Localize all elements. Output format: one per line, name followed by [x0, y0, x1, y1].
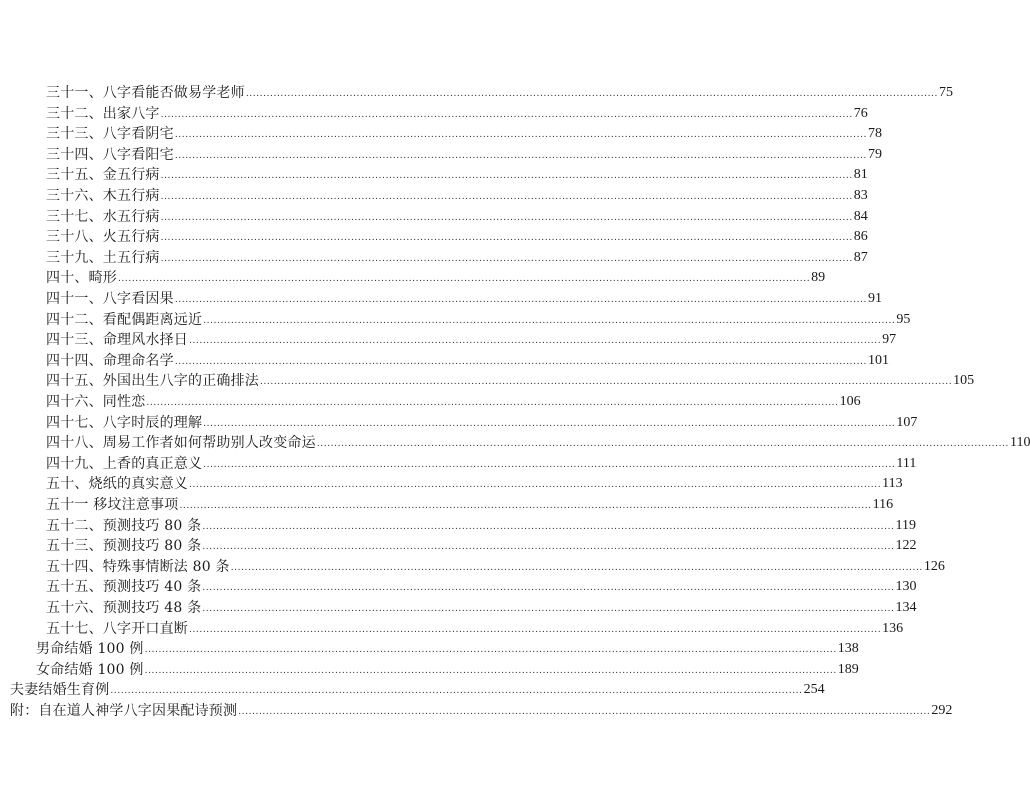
toc-entry-title: 四十九、上香的真正意义 — [46, 455, 203, 472]
toc-entry[interactable] — [46, 410, 918, 431]
toc-dot-leader: ........................................................................................................................................................................................................ — [230, 562, 923, 573]
toc-dot-leader: ........................................................................................................................................................................................................ — [202, 604, 895, 614]
toc-entry-title: 三十四、八字看阳宅 — [46, 146, 174, 163]
toc-dot-leader: ........................................................................................................................................................................................................ — [316, 439, 1009, 450]
toc-dot-leader: ........................................................................................................................................................................................................ — [203, 418, 896, 429]
toc-entry-page-number: 91 — [867, 291, 882, 306]
toc-dot-leader: ........................................................................................................................................................................................................ — [260, 377, 953, 388]
toc-dot-leader: ........................................................................................................................................................................................................ — [144, 665, 837, 676]
toc-entry[interactable] — [46, 389, 861, 410]
toc-entry[interactable] — [46, 121, 882, 143]
toc-entry[interactable] — [46, 101, 868, 122]
toc-entry[interactable] — [46, 451, 917, 472]
toc-dot-leader: ........................................................................................................................................................................................................ — [174, 150, 867, 161]
toc-entry[interactable] — [46, 183, 868, 204]
toc-entry-page-number: 86 — [853, 229, 868, 245]
toc-entry-page-number: 110 — [1009, 435, 1030, 451]
toc-dot-leader: ........................................................................................................................................................................................................ — [203, 459, 896, 470]
toc-dot-leader: ........................................................................................................................................................................................................ — [160, 212, 853, 223]
toc-entry[interactable] — [46, 224, 868, 246]
toc-entry[interactable] — [46, 492, 894, 513]
toc-entry-title: 三十六、木五行病 — [46, 188, 160, 204]
toc-dot-leader: ........................................................................................................................................................................................................ — [189, 480, 882, 491]
toc-dot-leader: ........................................................................................................................................................................................................ — [174, 295, 867, 305]
toc-dot-leader: ........................................................................................................................................................................................................ — [160, 233, 853, 244]
toc-entry[interactable] — [46, 595, 917, 616]
toc-entry-page-number: 84 — [853, 208, 868, 224]
toc-entry[interactable] — [10, 698, 953, 719]
toc-entry-page-number: 78 — [867, 126, 882, 142]
toc-entry-page-number: 101 — [867, 352, 889, 368]
toc-entry-page-number: 95 — [896, 311, 911, 327]
toc-entry-page-number: 134 — [895, 600, 917, 615]
toc-entry-title: 三十三、八字看阴宅 — [46, 126, 174, 143]
toc-dot-leader: ........................................................................................................................................................................................................ — [174, 130, 867, 141]
toc-entry-page-number: 107 — [896, 414, 918, 430]
toc-dot-leader: ........................................................................................................................................................................................................ — [238, 707, 931, 717]
toc-dot-leader: ........................................................................................................................................................................................................ — [160, 171, 853, 182]
toc-entry[interactable] — [46, 533, 917, 555]
toc-entry-page-number: 89 — [811, 270, 826, 286]
toc-entry-title: 三十一、八字看能否做易学老师 — [46, 85, 245, 101]
toc-entry-title: 四十、畸形 — [46, 270, 117, 287]
toc-entry[interactable] — [10, 677, 825, 699]
toc-entry-title: 五十、烧纸的真实意义 — [46, 476, 188, 493]
toc-entry-page-number: 105 — [953, 373, 975, 389]
toc-entry[interactable] — [46, 286, 882, 307]
toc-entry-title: 三十九、土五行病 — [46, 249, 160, 266]
toc-entry-title: 三十七、水五行病 — [46, 208, 160, 225]
toc-entry-page-number: 76 — [853, 105, 868, 121]
toc-entry-page-number: 116 — [872, 497, 894, 512]
toc-dot-leader: ........................................................................................................................................................................................................ — [160, 192, 853, 202]
toc-entry[interactable] — [46, 471, 903, 493]
toc-dot-leader: ........................................................................................................................................................................................................ — [146, 398, 839, 408]
toc-entry-page-number: 189 — [837, 661, 859, 677]
toc-entry[interactable] — [46, 616, 904, 637]
toc-entry-title: 四十七、八字时辰的理解 — [46, 414, 203, 431]
toc-entry-title: 四十四、命理命名学 — [46, 352, 174, 369]
toc-entry-title: 四十三、命理风水择日 — [46, 332, 188, 349]
toc-entry-title: 三十五、金五行病 — [46, 167, 160, 184]
toc-entry-title: 五十五、预测技巧 40 条 — [46, 579, 202, 596]
toc-entry-title: 四十八、周易工作者如何帮助别人改变命运 — [46, 435, 316, 452]
toc-entry-page-number: 83 — [853, 188, 868, 203]
toc-dot-leader: ........................................................................................................................................................................................................ — [189, 336, 882, 347]
toc-entry-title: 三十二、出家八字 — [46, 105, 160, 122]
toc-entry[interactable] — [46, 142, 882, 163]
toc-entry[interactable] — [46, 348, 889, 369]
toc-entry-page-number: 138 — [837, 641, 859, 657]
toc-entry-page-number: 106 — [839, 394, 861, 409]
toc-entry-page-number: 81 — [853, 167, 868, 183]
toc-entry[interactable] — [46, 513, 916, 534]
toc-entry-page-number: 119 — [895, 517, 916, 533]
toc-entry[interactable] — [46, 80, 953, 101]
toc-dot-leader: ........................................................................................................................................................................................................ — [160, 109, 853, 120]
toc-dot-leader: ........................................................................................................................................................................................................ — [144, 645, 837, 656]
toc-entry[interactable] — [46, 430, 1030, 452]
toc-entry-title: 五十六、预测技巧 48 条 — [46, 600, 202, 616]
toc-entry-title: 男命结婚 100 例 — [36, 641, 144, 658]
toc-entry[interactable] — [46, 368, 975, 390]
toc-entry-page-number: 122 — [895, 538, 917, 554]
toc-dot-leader: ........................................................................................................................................................................................................ — [202, 521, 895, 532]
toc-entry-title: 三十八、火五行病 — [46, 229, 160, 246]
toc-entry[interactable] — [46, 162, 868, 184]
toc-entry-page-number: 87 — [853, 249, 868, 265]
toc-entry-title: 五十四、特殊事情断法 80 条 — [46, 558, 230, 575]
toc-entry[interactable] — [46, 574, 917, 596]
toc-dot-leader: ........................................................................................................................................................................................................ — [202, 542, 895, 553]
toc-dot-leader: ........................................................................................................................................................................................................ — [202, 583, 895, 594]
toc-entry-page-number: 254 — [803, 682, 825, 698]
toc-dot-leader: ........................................................................................................................................................................................................ — [118, 274, 811, 285]
toc-entry-title: 夫妻结婚生育例 — [10, 682, 110, 699]
toc-entry[interactable] — [36, 636, 859, 658]
toc-dot-leader: ........................................................................................................................................................................................................ — [160, 253, 853, 264]
toc-entry-title: 四十六、同性恋 — [46, 394, 146, 410]
toc-entry[interactable] — [36, 657, 859, 678]
toc-entry-page-number: 113 — [882, 476, 903, 492]
toc-dot-leader: ........................................................................................................................................................................................................ — [174, 356, 867, 367]
toc-entry-title: 五十二、预测技巧 80 条 — [46, 517, 202, 534]
toc-dot-leader: ........................................................................................................................................................................................................ — [110, 686, 803, 697]
toc-dot-leader: ........................................................................................................................................................................................................ — [179, 501, 872, 511]
toc-entry-page-number: 126 — [923, 558, 945, 574]
toc-entry-title: 五十三、预测技巧 80 条 — [46, 538, 202, 555]
toc-dot-leader: ........................................................................................................................................................................................................ — [203, 315, 896, 326]
toc-entry-title: 四十二、看配偶距离远近 — [46, 311, 203, 328]
toc-entry-title: 四十一、八字看因果 — [46, 291, 174, 307]
toc-entry-title: 四十五、外国出生八字的正确排法 — [46, 373, 259, 390]
toc-dot-leader: ........................................................................................................................................................................................................ — [245, 89, 938, 99]
toc-entry-page-number: 111 — [896, 455, 917, 471]
toc-entry-page-number: 130 — [895, 579, 917, 595]
toc-entry[interactable] — [46, 307, 911, 328]
toc-entry[interactable] — [46, 327, 897, 349]
toc-entry-title: 女命结婚 100 例 — [36, 661, 144, 678]
toc-entry-page-number: 79 — [867, 146, 882, 162]
toc-dot-leader: ........................................................................................................................................................................................................ — [189, 624, 882, 635]
toc-entry-page-number: 75 — [938, 85, 953, 100]
toc-entry[interactable] — [46, 204, 868, 225]
toc-entry[interactable] — [46, 554, 945, 575]
toc-entry-page-number: 97 — [882, 332, 897, 348]
toc-entry-page-number: 292 — [931, 703, 953, 718]
toc-entry-title: 附：自在道人神学八字因果配诗预测 — [10, 703, 238, 719]
toc-entry-title: 五十七、八字开口直断 — [46, 620, 188, 637]
toc-entry[interactable] — [46, 265, 826, 287]
toc-entry-title: 五十一 移坟注意事项 — [46, 497, 179, 513]
toc-entry[interactable] — [46, 245, 868, 266]
toc-entry-page-number: 136 — [882, 620, 904, 636]
